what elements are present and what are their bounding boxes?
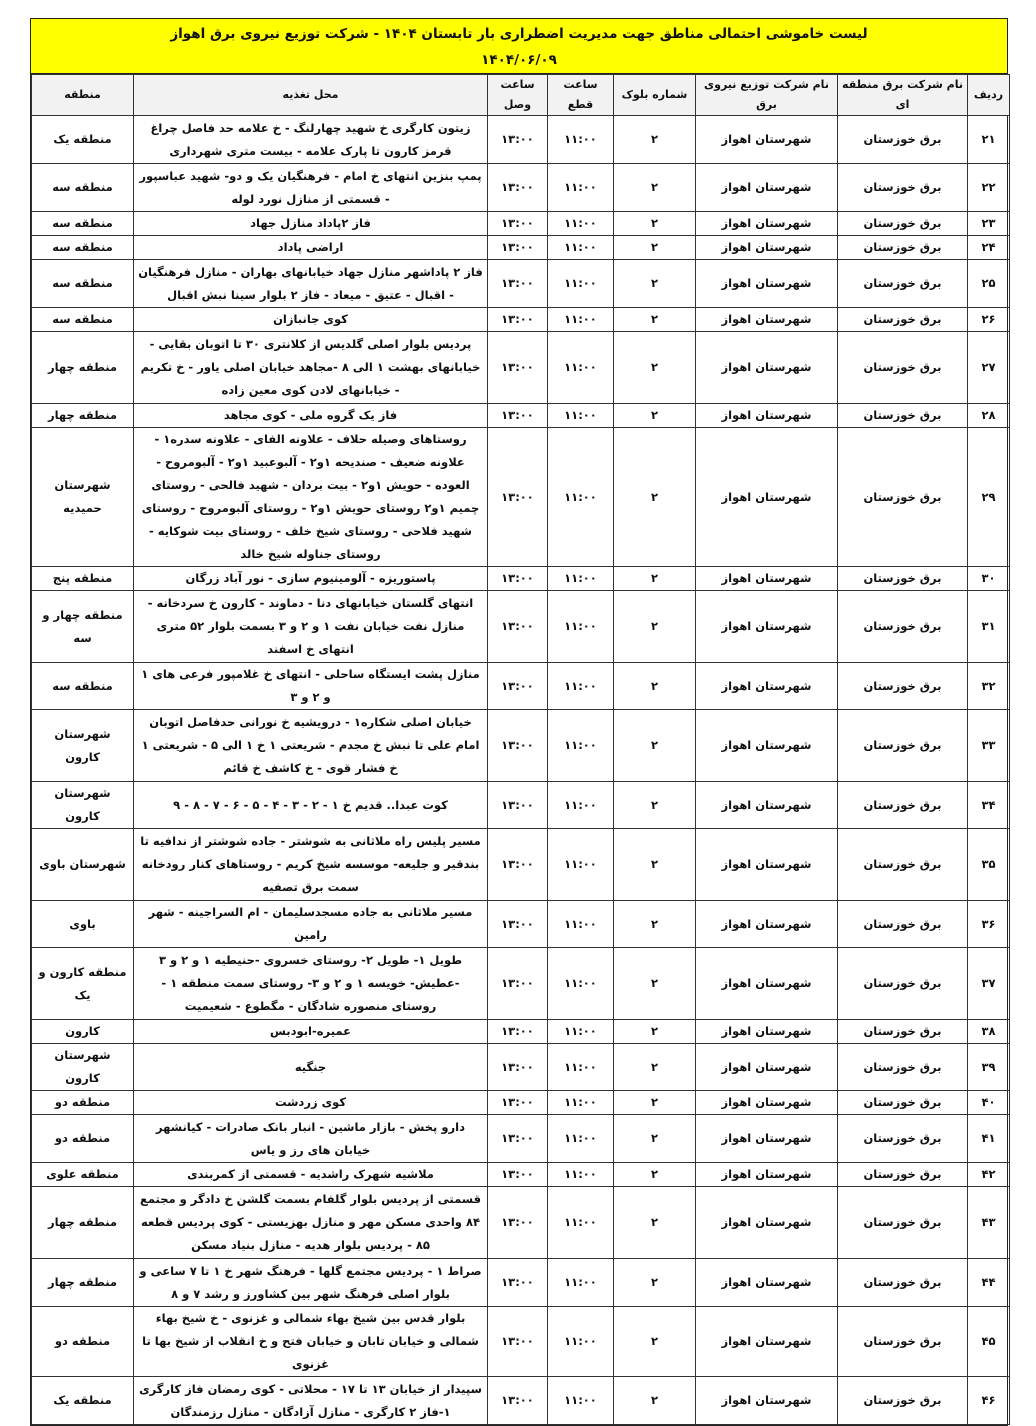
cell-block-number: ۲	[614, 567, 696, 591]
cell-area: منطقه دو	[32, 1115, 134, 1163]
cell-block-number: ۲	[614, 1020, 696, 1044]
cell-block-number: ۲	[614, 428, 696, 567]
cell-feed-location: قسمتی از پردیس بلوار گلفام بسمت گلشن خ دادگر و مجتمع ۸۴ واحدی مسکن مهر و منازل بهزیستی - کوی پردیس قطعه ۸۵ - پردیس بلوار هدیه - منازل بنیاد مسکن	[134, 1187, 488, 1259]
cell-block-number: ۲	[614, 591, 696, 663]
cell-restore-time: ۱۳:۰۰	[488, 782, 548, 829]
cell-restore-time: ۱۳:۰۰	[488, 332, 548, 404]
outage-sheet	[30, 18, 1008, 1426]
cell-cut-time: ۱۱:۰۰	[548, 164, 614, 212]
cell-row-number: ۳۱	[968, 591, 1010, 663]
cell-restore-time: ۱۳:۰۰	[488, 663, 548, 710]
cell-cut-time: ۱۱:۰۰	[548, 1187, 614, 1259]
cell-feed-location: کوت عبدا.. قدیم خ ۱ - ۲ - ۳ - ۴ - ۵ - ۶ - ۷ - ۸ - ۹	[134, 782, 488, 829]
cell-restore-time: ۱۳:۰۰	[488, 116, 548, 164]
cell-area: منطقه سه	[32, 663, 134, 710]
cell-area: شهرستان کارون	[32, 1044, 134, 1091]
cell-area: منطقه سه	[32, 308, 134, 332]
cell-area: باوی	[32, 901, 134, 948]
cell-restore-time: ۱۳:۰۰	[488, 404, 548, 428]
cell-regional-company: برق خوزستان	[838, 212, 968, 236]
table-row	[32, 1091, 1010, 1115]
table-row	[32, 428, 1010, 567]
cell-cut-time: ۱۱:۰۰	[548, 829, 614, 901]
cell-row-number: ۲۱	[968, 116, 1010, 164]
table-row	[32, 116, 1010, 164]
cell-distribution-company: شهرستان اهواز	[696, 236, 838, 260]
cell-area: منطقه دو	[32, 1307, 134, 1377]
cell-regional-company: برق خوزستان	[838, 1163, 968, 1187]
cell-area: منطقه علوی	[32, 1163, 134, 1187]
cell-distribution-company: شهرستان اهواز	[696, 710, 838, 782]
cell-area: منطقه سه	[32, 236, 134, 260]
cell-area: شهرستان کارون	[32, 710, 134, 782]
cell-regional-company: برق خوزستان	[838, 1020, 968, 1044]
cell-row-number: ۲۶	[968, 308, 1010, 332]
table-row	[32, 782, 1010, 829]
cell-distribution-company: شهرستان اهواز	[696, 1377, 838, 1425]
title-banner	[31, 19, 1007, 74]
cell-row-number: ۳۹	[968, 1044, 1010, 1091]
cell-regional-company: برق خوزستان	[838, 116, 968, 164]
cell-cut-time: ۱۱:۰۰	[548, 260, 614, 308]
cell-area: شهرستان باوی	[32, 829, 134, 901]
cell-feed-location: مسیر ملاثانی به جاده مسجدسلیمان - ام السراجینه - شهر رامین	[134, 901, 488, 948]
cell-row-number: ۲۸	[968, 404, 1010, 428]
cell-feed-location: کوی جانبازان	[134, 308, 488, 332]
cell-distribution-company: شهرستان اهواز	[696, 1259, 838, 1307]
col-header-feed-location: محل تغذیه	[134, 75, 488, 116]
outage-table	[31, 74, 1010, 1425]
table-row	[32, 1259, 1010, 1307]
cell-block-number: ۲	[614, 1187, 696, 1259]
cell-area: منطقه چهار	[32, 332, 134, 404]
cell-regional-company: برق خوزستان	[838, 782, 968, 829]
cell-block-number: ۲	[614, 1163, 696, 1187]
cell-cut-time: ۱۱:۰۰	[548, 212, 614, 236]
cell-row-number: ۴۳	[968, 1187, 1010, 1259]
cell-row-number: ۳۰	[968, 567, 1010, 591]
cell-distribution-company: شهرستان اهواز	[696, 212, 838, 236]
table-row	[32, 260, 1010, 308]
cell-feed-location: اراضی پاداد	[134, 236, 488, 260]
cell-area: منطقه چهار	[32, 404, 134, 428]
cell-area: منطقه پنج	[32, 567, 134, 591]
cell-feed-location: زیتون کارگری خ شهید چهارلنگ - خ علامه حد فاصل چراغ قرمز کارون تا پارک علامه - بیست متری شهرداری	[134, 116, 488, 164]
cell-restore-time: ۱۳:۰۰	[488, 1307, 548, 1377]
cell-cut-time: ۱۱:۰۰	[548, 710, 614, 782]
table-row	[32, 1187, 1010, 1259]
cell-block-number: ۲	[614, 1307, 696, 1377]
cell-feed-location: پردیس بلوار اصلی گلدیس از کلانتری ۳۰ تا اتوبان بقایی - خیابانهای بهشت ۱ الی ۸ -مجاهد خیابان اصلی یاور - خ تکریم - خیابانهای لادن کوی معین زاده	[134, 332, 488, 404]
cell-restore-time: ۱۳:۰۰	[488, 591, 548, 663]
cell-distribution-company: شهرستان اهواز	[696, 260, 838, 308]
cell-regional-company: برق خوزستان	[838, 236, 968, 260]
table-row	[32, 1044, 1010, 1091]
cell-cut-time: ۱۱:۰۰	[548, 948, 614, 1020]
cell-regional-company: برق خوزستان	[838, 663, 968, 710]
cell-feed-location: پاستوریزه - آلومینیوم سازی - نور آباد زرگان	[134, 567, 488, 591]
cell-cut-time: ۱۱:۰۰	[548, 1163, 614, 1187]
cell-feed-location: روستاهای وصیله حلاف - علاونه الفای - علاونه سدره۱ - علاونه ضعیف - صندیحه ۱و۲ - آلبوعبید ۱و۲ - آلبومروح - العوده - حویش ۱و۲ - بیت بردان - شهید فالحی - روستای چمیم ۱و۲ روستای حویش ۱و۲ - روستای آلبومروح - روستای شهید فلاحی - روستای شیخ خلف - روستای بیت شوکایه - روستای جناوله شیخ خالد	[134, 428, 488, 567]
col-header-area: منطقه	[32, 75, 134, 116]
table-row	[32, 901, 1010, 948]
table-row	[32, 164, 1010, 212]
cell-block-number: ۲	[614, 212, 696, 236]
cell-block-number: ۲	[614, 948, 696, 1020]
cell-row-number: ۳۴	[968, 782, 1010, 829]
cell-restore-time: ۱۳:۰۰	[488, 1163, 548, 1187]
cell-row-number: ۲۴	[968, 236, 1010, 260]
cell-distribution-company: شهرستان اهواز	[696, 1091, 838, 1115]
table-row	[32, 236, 1010, 260]
cell-feed-location: کوی زردشت	[134, 1091, 488, 1115]
cell-row-number: ۲۹	[968, 428, 1010, 567]
cell-distribution-company: شهرستان اهواز	[696, 428, 838, 567]
cell-cut-time: ۱۱:۰۰	[548, 428, 614, 567]
cell-restore-time: ۱۳:۰۰	[488, 236, 548, 260]
cell-regional-company: برق خوزستان	[838, 829, 968, 901]
cell-block-number: ۲	[614, 901, 696, 948]
table-row	[32, 308, 1010, 332]
cell-row-number: ۴۲	[968, 1163, 1010, 1187]
col-header-restore-time: ساعت وصل	[488, 75, 548, 116]
cell-row-number: ۴۵	[968, 1307, 1010, 1377]
cell-area: منطقه کارون و یک	[32, 948, 134, 1020]
cell-regional-company: برق خوزستان	[838, 332, 968, 404]
cell-cut-time: ۱۱:۰۰	[548, 332, 614, 404]
cell-restore-time: ۱۳:۰۰	[488, 710, 548, 782]
col-header-row-number: ردیف	[968, 75, 1010, 116]
cell-feed-location: فاز ۲پاداد منازل جهاد	[134, 212, 488, 236]
cell-regional-company: برق خوزستان	[838, 1187, 968, 1259]
table-header-row	[32, 75, 1010, 116]
cell-feed-location: عمیره-ابودبس	[134, 1020, 488, 1044]
cell-distribution-company: شهرستان اهواز	[696, 782, 838, 829]
cell-feed-location: بلوار قدس بین شیخ بهاء شمالی و غزنوی - خ شیخ بهاء شمالی و خیابان تابان و خیابان فتح و خ انقلاب از شیخ بها تا غزنوی	[134, 1307, 488, 1377]
cell-area: منطقه سه	[32, 260, 134, 308]
cell-row-number: ۳۷	[968, 948, 1010, 1020]
cell-block-number: ۲	[614, 663, 696, 710]
cell-block-number: ۲	[614, 260, 696, 308]
cell-area: شهرستان کارون	[32, 782, 134, 829]
cell-distribution-company: شهرستان اهواز	[696, 1307, 838, 1377]
cell-cut-time: ۱۱:۰۰	[548, 567, 614, 591]
cell-restore-time: ۱۳:۰۰	[488, 308, 548, 332]
cell-cut-time: ۱۱:۰۰	[548, 1020, 614, 1044]
table-row	[32, 1020, 1010, 1044]
cell-cut-time: ۱۱:۰۰	[548, 663, 614, 710]
cell-restore-time: ۱۳:۰۰	[488, 1259, 548, 1307]
table-row	[32, 212, 1010, 236]
cell-block-number: ۲	[614, 308, 696, 332]
cell-regional-company: برق خوزستان	[838, 591, 968, 663]
cell-regional-company: برق خوزستان	[838, 901, 968, 948]
cell-distribution-company: شهرستان اهواز	[696, 1044, 838, 1091]
cell-feed-location: خیابان اصلی شکاره۱ - درویشیه خ نورانی حدفاصل اتوبان امام علی تا نبش خ مجدم - شریعتی ۱ خ ۱ الی ۵ - شریعتی ۱ خ فشار قوی - خ کاشف خ قائم	[134, 710, 488, 782]
cell-distribution-company: شهرستان اهواز	[696, 1187, 838, 1259]
cell-regional-company: برق خوزستان	[838, 1377, 968, 1425]
cell-row-number: ۳۳	[968, 710, 1010, 782]
table-row	[32, 1115, 1010, 1163]
cell-distribution-company: شهرستان اهواز	[696, 567, 838, 591]
cell-block-number: ۲	[614, 164, 696, 212]
cell-feed-location: پمپ بنزین انتهای خ امام - فرهنگیان یک و دو- شهید عباسپور - قسمتی از منازل نورد لوله	[134, 164, 488, 212]
table-row	[32, 567, 1010, 591]
cell-cut-time: ۱۱:۰۰	[548, 308, 614, 332]
cell-cut-time: ۱۱:۰۰	[548, 591, 614, 663]
cell-block-number: ۲	[614, 1259, 696, 1307]
cell-regional-company: برق خوزستان	[838, 1091, 968, 1115]
cell-block-number: ۲	[614, 332, 696, 404]
cell-regional-company: برق خوزستان	[838, 1115, 968, 1163]
cell-block-number: ۲	[614, 236, 696, 260]
col-header-cut-time: ساعت قطع	[548, 75, 614, 116]
cell-feed-location: طویل ۱- طویل ۲- روستای خسروی -حنیطیه ۱ و ۲ و ۳ -عطیش- خویسه ۱ و ۲ و ۳- روستای سمت منطقه ۱ - روستای منصوره شادگان - مگطوع - شعیمیت	[134, 948, 488, 1020]
cell-distribution-company: شهرستان اهواز	[696, 1115, 838, 1163]
table-row	[32, 1377, 1010, 1425]
page-title: لیست خاموشی احتمالی مناطق جهت مدیریت اضطراری بار تابستان ۱۴۰۴ - شرکت توزیع نیروی برق اهواز	[170, 26, 868, 42]
cell-distribution-company: شهرستان اهواز	[696, 1020, 838, 1044]
page-date: ۱۴۰۴/۰۶/۰۹	[481, 52, 557, 68]
cell-area: منطقه چهار	[32, 1259, 134, 1307]
cell-feed-location: دارو پخش - بازار ماشین - انبار بانک صادرات - کیانشهر خیابان های رز و یاس	[134, 1115, 488, 1163]
cell-cut-time: ۱۱:۰۰	[548, 1377, 614, 1425]
col-header-block-number: شماره بلوک	[614, 75, 696, 116]
cell-row-number: ۲۳	[968, 212, 1010, 236]
col-header-regional-company: نام شرکت برق منطقه ای	[838, 75, 968, 116]
cell-restore-time: ۱۳:۰۰	[488, 829, 548, 901]
cell-regional-company: برق خوزستان	[838, 428, 968, 567]
table-row	[32, 332, 1010, 404]
cell-regional-company: برق خوزستان	[838, 710, 968, 782]
table-row	[32, 829, 1010, 901]
cell-row-number: ۴۰	[968, 1091, 1010, 1115]
cell-cut-time: ۱۱:۰۰	[548, 404, 614, 428]
cell-distribution-company: شهرستان اهواز	[696, 116, 838, 164]
cell-block-number: ۲	[614, 1115, 696, 1163]
cell-restore-time: ۱۳:۰۰	[488, 1115, 548, 1163]
cell-area: منطقه سه	[32, 164, 134, 212]
table-row	[32, 1163, 1010, 1187]
table-row	[32, 404, 1010, 428]
cell-area: منطقه چهار و سه	[32, 591, 134, 663]
cell-cut-time: ۱۱:۰۰	[548, 236, 614, 260]
cell-feed-location: جنگیه	[134, 1044, 488, 1091]
cell-regional-company: برق خوزستان	[838, 948, 968, 1020]
cell-regional-company: برق خوزستان	[838, 1307, 968, 1377]
table-body	[32, 116, 1010, 1425]
cell-distribution-company: شهرستان اهواز	[696, 332, 838, 404]
cell-restore-time: ۱۳:۰۰	[488, 948, 548, 1020]
cell-cut-time: ۱۱:۰۰	[548, 1259, 614, 1307]
cell-restore-time: ۱۳:۰۰	[488, 567, 548, 591]
cell-row-number: ۲۲	[968, 164, 1010, 212]
cell-regional-company: برق خوزستان	[838, 404, 968, 428]
cell-distribution-company: شهرستان اهواز	[696, 948, 838, 1020]
cell-regional-company: برق خوزستان	[838, 260, 968, 308]
cell-cut-time: ۱۱:۰۰	[548, 1115, 614, 1163]
cell-restore-time: ۱۳:۰۰	[488, 260, 548, 308]
cell-restore-time: ۱۳:۰۰	[488, 428, 548, 567]
cell-row-number: ۳۲	[968, 663, 1010, 710]
cell-feed-location: صراط ۱ - پردیس مجتمع گلها - فرهنگ شهر خ ۱ تا ۷ ساعی و بلوار اصلی فرهنگ شهر بین کشاورز و رشد ۷ و ۸	[134, 1259, 488, 1307]
cell-feed-location: انتهای گلستان خیابانهای دنا - دماوند - کارون خ سردخانه - منازل نفت خیابان نفت ۱ و ۲ و ۳ بسمت بلوار ۵۲ متری انتهای خ اسفند	[134, 591, 488, 663]
table-row	[32, 1307, 1010, 1377]
cell-feed-location: منازل پشت ایستگاه ساحلی - انتهای خ غلامپور فرعی های ۱ و ۲ و ۳	[134, 663, 488, 710]
cell-distribution-company: شهرستان اهواز	[696, 308, 838, 332]
cell-area: منطقه یک	[32, 1377, 134, 1425]
cell-area: منطقه یک	[32, 116, 134, 164]
cell-block-number: ۲	[614, 1377, 696, 1425]
cell-block-number: ۲	[614, 116, 696, 164]
cell-block-number: ۲	[614, 782, 696, 829]
cell-feed-location: سپیدار از خیابان ۱۳ تا ۱۷ - محلاتی - کوی رمضان فاز کارگری ۱-فاز ۲ کارگری - منازل آزادگان - منازل رزمندگان	[134, 1377, 488, 1425]
cell-area: منطقه چهار	[32, 1187, 134, 1259]
cell-area: منطقه سه	[32, 212, 134, 236]
cell-row-number: ۴۱	[968, 1115, 1010, 1163]
cell-regional-company: برق خوزستان	[838, 1044, 968, 1091]
cell-restore-time: ۱۳:۰۰	[488, 1377, 548, 1425]
cell-block-number: ۲	[614, 1044, 696, 1091]
cell-row-number: ۴۶	[968, 1377, 1010, 1425]
cell-block-number: ۲	[614, 404, 696, 428]
cell-feed-location: فاز ۲ پاداشهر منازل جهاد خیابانهای بهاران - منازل فرهنگیان - اقبال - عتیق - میعاد - فاز ۲ بلوار سینا نبش اقبال	[134, 260, 488, 308]
cell-area: منطقه دو	[32, 1091, 134, 1115]
cell-distribution-company: شهرستان اهواز	[696, 901, 838, 948]
cell-restore-time: ۱۳:۰۰	[488, 212, 548, 236]
cell-regional-company: برق خوزستان	[838, 567, 968, 591]
cell-restore-time: ۱۳:۰۰	[488, 901, 548, 948]
cell-row-number: ۲۷	[968, 332, 1010, 404]
cell-feed-location: مسیر پلیس راه ملاثانی به شوشتر - جاده شوشتر از ندافیه تا بندقیر و جلیعه- موسسه شیخ کریم - روستاهای کنار رودخانه سمت برق تصفیه	[134, 829, 488, 901]
cell-restore-time: ۱۳:۰۰	[488, 1044, 548, 1091]
cell-cut-time: ۱۱:۰۰	[548, 782, 614, 829]
cell-restore-time: ۱۳:۰۰	[488, 164, 548, 212]
cell-distribution-company: شهرستان اهواز	[696, 591, 838, 663]
table-row	[32, 710, 1010, 782]
cell-cut-time: ۱۱:۰۰	[548, 1091, 614, 1115]
table-row	[32, 948, 1010, 1020]
cell-distribution-company: شهرستان اهواز	[696, 1163, 838, 1187]
cell-regional-company: برق خوزستان	[838, 308, 968, 332]
cell-block-number: ۲	[614, 1091, 696, 1115]
cell-feed-location: ملاشیه شهرک راشدیه - قسمتی از کمربندی	[134, 1163, 488, 1187]
table-row	[32, 663, 1010, 710]
cell-block-number: ۲	[614, 710, 696, 782]
cell-row-number: ۳۵	[968, 829, 1010, 901]
cell-row-number: ۴۴	[968, 1259, 1010, 1307]
cell-area: کارون	[32, 1020, 134, 1044]
cell-row-number: ۳۶	[968, 901, 1010, 948]
cell-restore-time: ۱۳:۰۰	[488, 1187, 548, 1259]
cell-cut-time: ۱۱:۰۰	[548, 1044, 614, 1091]
cell-feed-location: فاز یک گروه ملی - کوی مجاهد	[134, 404, 488, 428]
cell-distribution-company: شهرستان اهواز	[696, 404, 838, 428]
cell-restore-time: ۱۳:۰۰	[488, 1020, 548, 1044]
cell-regional-company: برق خوزستان	[838, 1259, 968, 1307]
cell-cut-time: ۱۱:۰۰	[548, 901, 614, 948]
cell-area: شهرستان حمیدیه	[32, 428, 134, 567]
cell-distribution-company: شهرستان اهواز	[696, 663, 838, 710]
cell-block-number: ۲	[614, 829, 696, 901]
cell-row-number: ۲۵	[968, 260, 1010, 308]
cell-cut-time: ۱۱:۰۰	[548, 1307, 614, 1377]
cell-cut-time: ۱۱:۰۰	[548, 116, 614, 164]
cell-regional-company: برق خوزستان	[838, 164, 968, 212]
cell-distribution-company: شهرستان اهواز	[696, 829, 838, 901]
cell-restore-time: ۱۳:۰۰	[488, 1091, 548, 1115]
cell-row-number: ۳۸	[968, 1020, 1010, 1044]
col-header-distribution-company: نام شرکت توزیع نیروی برق	[696, 75, 838, 116]
table-row	[32, 591, 1010, 663]
cell-distribution-company: شهرستان اهواز	[696, 164, 838, 212]
